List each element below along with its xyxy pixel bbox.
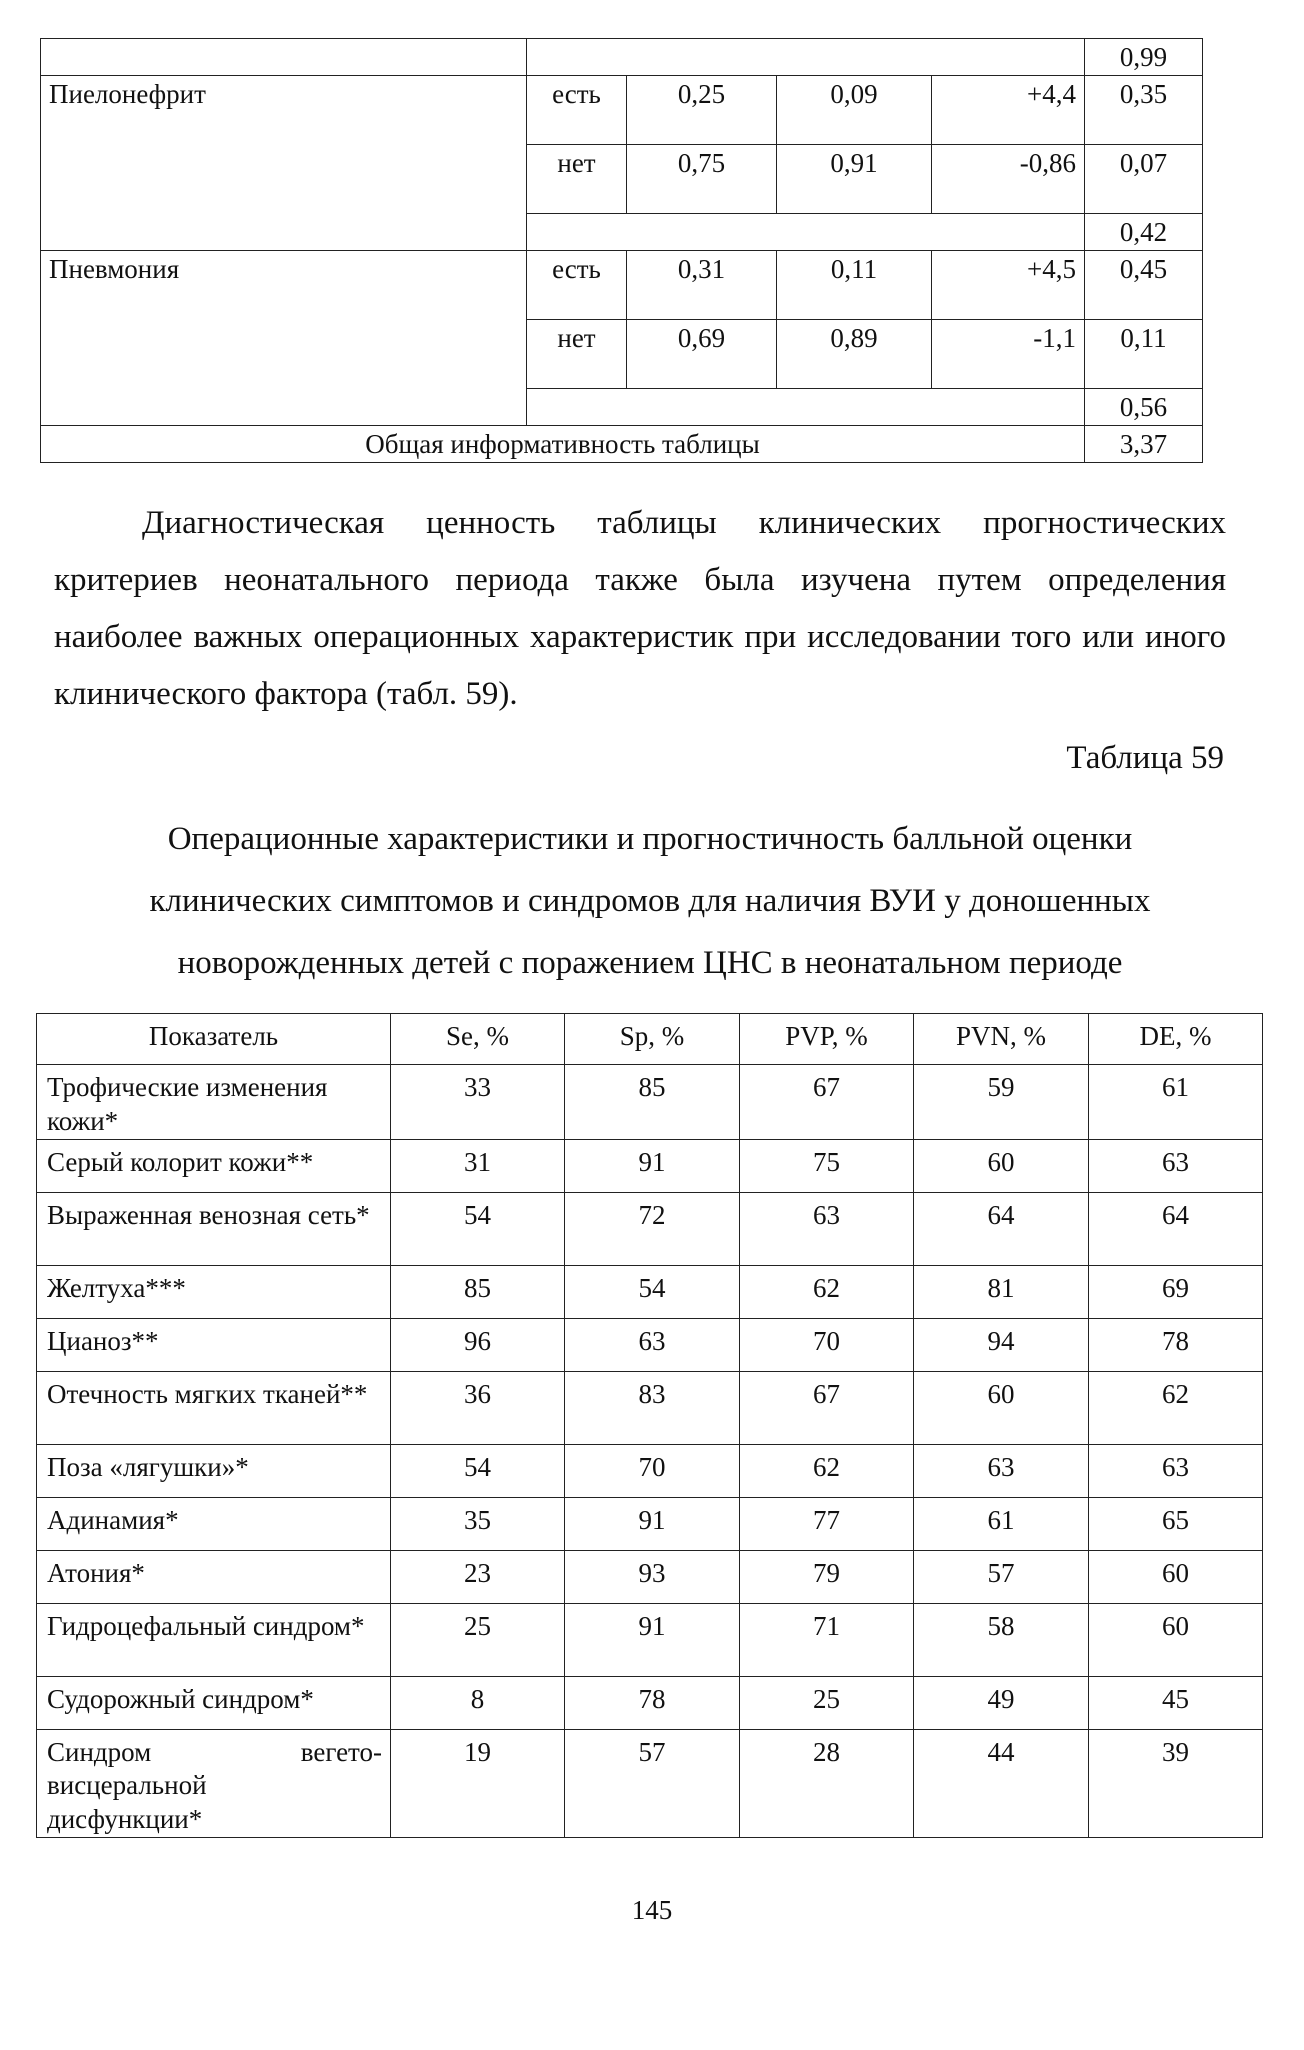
se-cell: 23 xyxy=(391,1550,565,1603)
value-cell: 0,11 xyxy=(777,251,932,320)
de-cell: 69 xyxy=(1089,1265,1263,1318)
row-label: Атония* xyxy=(37,1550,391,1603)
table-row xyxy=(37,1729,1263,1837)
value-cell: +4,4 xyxy=(932,76,1085,145)
value-cell: 0,35 xyxy=(1085,76,1203,145)
pvp-cell: 25 xyxy=(740,1676,914,1729)
row-label-part: висцеральной xyxy=(47,1770,207,1801)
option-cell: нет xyxy=(527,145,627,214)
pvp-cell: 71 xyxy=(740,1603,914,1676)
table-row xyxy=(37,1265,1263,1318)
se-cell: 31 xyxy=(391,1139,565,1192)
row-label: Цианоз** xyxy=(37,1318,391,1371)
se-cell: 25 xyxy=(391,1603,565,1676)
se-cell: 8 xyxy=(391,1676,565,1729)
row-label: Адинамия* xyxy=(37,1497,391,1550)
de-cell: 63 xyxy=(1089,1139,1263,1192)
pvp-cell: 67 xyxy=(740,1065,914,1140)
de-cell: 78 xyxy=(1089,1318,1263,1371)
table-caption xyxy=(60,808,1240,994)
de-cell: 65 xyxy=(1089,1497,1263,1550)
pvn-cell: 81 xyxy=(914,1265,1089,1318)
value-cell: -0,86 xyxy=(932,145,1085,214)
pvn-cell: 44 xyxy=(914,1729,1089,1837)
table-row xyxy=(37,1139,1263,1192)
value-cell: 0,75 xyxy=(627,145,777,214)
value-cell: 0,45 xyxy=(1085,251,1203,320)
header-cell: Sp, % xyxy=(565,1014,740,1065)
value-cell: 0,09 xyxy=(777,76,932,145)
de-cell: 62 xyxy=(1089,1371,1263,1444)
table-row xyxy=(37,1676,1263,1729)
row-label: Отечность мягких тканей** xyxy=(37,1371,391,1444)
pvn-cell: 49 xyxy=(914,1676,1089,1729)
row-label xyxy=(37,1729,391,1837)
value-cell: -1,1 xyxy=(932,320,1085,389)
table-number: Таблица 59 xyxy=(1066,740,1224,776)
value-cell: +4,5 xyxy=(932,251,1085,320)
total-label: Общая информативность таблицы xyxy=(41,426,1085,463)
de-cell: 61 xyxy=(1089,1065,1263,1140)
se-cell: 19 xyxy=(391,1729,565,1837)
row-label: Желтуха*** xyxy=(37,1265,391,1318)
factor-name: Пневмония xyxy=(41,251,527,426)
pvn-cell: 60 xyxy=(914,1371,1089,1444)
se-cell: 85 xyxy=(391,1265,565,1318)
de-cell: 60 xyxy=(1089,1603,1263,1676)
pvn-cell: 58 xyxy=(914,1603,1089,1676)
sp-cell: 83 xyxy=(565,1371,740,1444)
de-cell: 45 xyxy=(1089,1676,1263,1729)
value-cell: 0,07 xyxy=(1085,145,1203,214)
de-cell: 60 xyxy=(1089,1550,1263,1603)
sp-cell: 70 xyxy=(565,1444,740,1497)
pvp-cell: 75 xyxy=(740,1139,914,1192)
header-cell: Se, % xyxy=(391,1014,565,1065)
caption-line: новорожденных детей с поражением ЦНС в неонатальном периоде xyxy=(177,945,1123,981)
row-label: Выраженная венозная сеть* xyxy=(37,1192,391,1265)
informativity-table xyxy=(40,38,1203,463)
value-cell: 0,69 xyxy=(627,320,777,389)
header-cell: DE, % xyxy=(1089,1014,1263,1065)
value-cell: 0,11 xyxy=(1085,320,1203,389)
se-cell: 36 xyxy=(391,1371,565,1444)
row-label: Серый колорит кожи** xyxy=(37,1139,391,1192)
page-number: 145 xyxy=(631,1895,673,1925)
de-cell: 64 xyxy=(1089,1192,1263,1265)
row-label: Поза «лягушки»* xyxy=(37,1444,391,1497)
caption-line: клинических симптомов и синдромов для наличия ВУИ у доношенных xyxy=(149,883,1151,919)
sp-cell: 57 xyxy=(565,1729,740,1837)
sp-cell: 91 xyxy=(565,1603,740,1676)
se-cell: 35 xyxy=(391,1497,565,1550)
pvn-cell: 63 xyxy=(914,1444,1089,1497)
table-row xyxy=(37,1497,1263,1550)
body-paragraph: Диагностическая ценность таблицы клинических прогностических критериев неонатального периода также была изучена путем определения наиболее важных операционных характеристик при исследовании того или иного клинического фактора (табл. 59). xyxy=(54,505,1226,712)
pvn-cell: 57 xyxy=(914,1550,1089,1603)
sp-cell: 54 xyxy=(565,1265,740,1318)
pvp-cell: 28 xyxy=(740,1729,914,1837)
table-header-row xyxy=(37,1014,1263,1065)
header-cell: PVN, % xyxy=(914,1014,1089,1065)
table-row xyxy=(37,1603,1263,1676)
pvp-cell: 63 xyxy=(740,1192,914,1265)
pvn-cell: 61 xyxy=(914,1497,1089,1550)
total-value: 3,37 xyxy=(1085,426,1203,463)
se-cell: 33 xyxy=(391,1065,565,1140)
row-label: Трофические изменения кожи* xyxy=(37,1065,391,1140)
subtotal-cell: 0,56 xyxy=(1085,389,1203,426)
sp-cell: 93 xyxy=(565,1550,740,1603)
pvp-cell: 79 xyxy=(740,1550,914,1603)
sp-cell: 63 xyxy=(565,1318,740,1371)
se-cell: 54 xyxy=(391,1444,565,1497)
value-cell: 0,31 xyxy=(627,251,777,320)
sp-cell: 91 xyxy=(565,1139,740,1192)
row-label-part: вегето- xyxy=(300,1736,382,1767)
pvn-cell: 94 xyxy=(914,1318,1089,1371)
row-label-part: Синдром xyxy=(47,1736,152,1767)
pvp-cell: 70 xyxy=(740,1318,914,1371)
pvp-cell: 77 xyxy=(740,1497,914,1550)
operational-characteristics-table xyxy=(36,1013,1263,1838)
sp-cell: 78 xyxy=(565,1676,740,1729)
row-label-part: дисфункции* xyxy=(47,1804,203,1834)
subtotal-cell: 0,42 xyxy=(1085,214,1203,251)
option-cell: нет xyxy=(527,320,627,389)
header-cell: PVP, % xyxy=(740,1014,914,1065)
value-cell: 0,89 xyxy=(777,320,932,389)
table-row xyxy=(37,1065,1263,1140)
table-row xyxy=(37,1371,1263,1444)
table-row xyxy=(37,1550,1263,1603)
row-label: Гидроцефальный синдром* xyxy=(37,1603,391,1676)
option-cell: есть xyxy=(527,251,627,320)
table-row xyxy=(37,1192,1263,1265)
table-row xyxy=(37,1444,1263,1497)
de-cell: 39 xyxy=(1089,1729,1263,1837)
factor-name: Пиелонефрит xyxy=(41,76,527,251)
pvn-cell: 59 xyxy=(914,1065,1089,1140)
table-row xyxy=(37,1318,1263,1371)
pvn-cell: 64 xyxy=(914,1192,1089,1265)
sp-cell: 72 xyxy=(565,1192,740,1265)
se-cell: 96 xyxy=(391,1318,565,1371)
value-cell: 0,25 xyxy=(627,76,777,145)
caption-line: Операционные характеристики и прогностичность балльной оценки xyxy=(167,821,1133,857)
pvp-cell: 62 xyxy=(740,1444,914,1497)
sp-cell: 85 xyxy=(565,1065,740,1140)
option-cell: есть xyxy=(527,76,627,145)
subtotal-cell: 0,99 xyxy=(1085,39,1203,76)
de-cell: 63 xyxy=(1089,1444,1263,1497)
header-cell: Показатель xyxy=(37,1014,391,1065)
row-label: Судорожный синдром* xyxy=(37,1676,391,1729)
pvn-cell: 60 xyxy=(914,1139,1089,1192)
sp-cell: 91 xyxy=(565,1497,740,1550)
pvp-cell: 62 xyxy=(740,1265,914,1318)
value-cell: 0,91 xyxy=(777,145,932,214)
pvp-cell: 67 xyxy=(740,1371,914,1444)
se-cell: 54 xyxy=(391,1192,565,1265)
